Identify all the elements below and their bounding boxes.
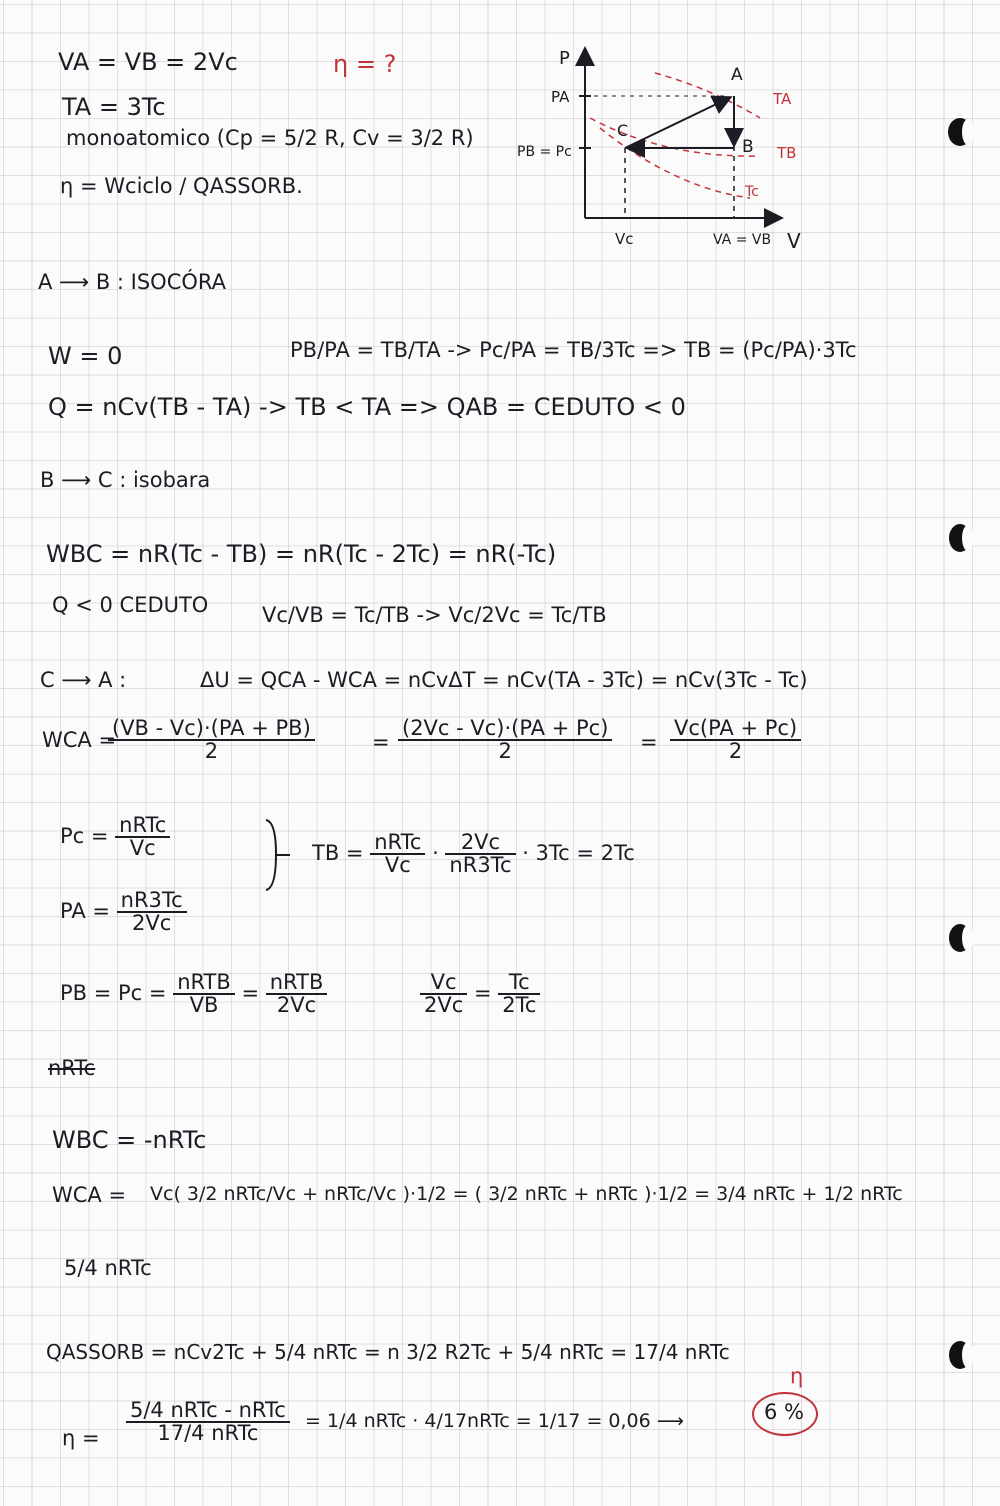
ca-work-den: 2	[204, 739, 219, 763]
efficiency-fraction	[126, 1400, 290, 1444]
pb-num-1: nRTB	[173, 972, 235, 995]
question-efficiency: η = ?	[333, 50, 397, 78]
pc-expression	[60, 815, 170, 859]
pv-diagram	[505, 38, 825, 260]
bc-heading: B ⟶ C : isobara	[40, 468, 211, 492]
volume-temperature-check: $\frac{Vc}{2Vc}$ = $\frac{Tc}{2Tc}$	[420, 972, 540, 1016]
process-ca-line	[625, 98, 729, 148]
point-a-label: A	[731, 65, 743, 85]
bc-volume-ratio: Vc/VB = Tc/TB -> Vc/2Vc = Tc/TB	[262, 603, 607, 627]
ca-work-term-3	[670, 718, 801, 762]
wbc-total: WBC = -nRTc	[52, 1126, 207, 1154]
ca-work-eq-1: =	[372, 730, 390, 754]
binder-hole	[940, 112, 970, 146]
pa-num: nR3Tc	[117, 890, 187, 913]
efficiency-steps: = 1/4 nRTc · 4/17nRTc = 1/17 = 0,06 ⟶	[305, 1410, 684, 1432]
pb-pc-label: PB = Pc	[517, 144, 572, 160]
check-den-2: 2Tc	[502, 993, 537, 1017]
efficiency-result: 6 %	[764, 1400, 804, 1424]
va-vb-label: VA = VB	[713, 232, 772, 248]
pa-expression	[60, 890, 187, 934]
vc-label: Vc	[615, 230, 634, 248]
tb-num-2: 2Vc	[445, 832, 515, 855]
ab-work: W = 0	[48, 342, 123, 370]
ca-work-den: 2	[498, 739, 512, 763]
given-volumes: VA = VB = 2Vc	[58, 48, 238, 76]
point-b-label: B	[742, 137, 754, 157]
pb-expression: PB = Pc = $\frac{\text{nRTB}}{VB}$ = $\frac{\text{nRTB}}{2Vc}$	[60, 972, 327, 1016]
struck-term: nRTc	[48, 1056, 96, 1080]
ca-work-den: 2	[728, 739, 743, 763]
pb-den-1: VB	[189, 993, 219, 1017]
ca-work-term-1-num: (VB - Vc)·(PA + PB)	[108, 718, 315, 741]
isotherm-ta-label: TA	[773, 90, 792, 108]
wca-expression: Vc( 3/2 nRTc/Vc + nRTc/Vc )·1/2 = ( 3/2 nRTc + nRTc )·1/2 = 3/4 nRTc + 1/2 nRTc	[150, 1183, 903, 1205]
isotherm-tb-label: TB	[777, 144, 797, 162]
ca-work-term-2	[398, 718, 612, 762]
check-num-1: Vc	[420, 972, 467, 995]
efficiency-num: 5/4 nRTc - nRTc	[126, 1400, 290, 1423]
wca-label: WCA =	[52, 1183, 127, 1207]
pb-den-2: 2Vc	[276, 993, 317, 1017]
check-num-2: Tc	[498, 972, 540, 995]
tb-label: TB =	[312, 841, 364, 865]
pa-label: PA =	[60, 899, 110, 923]
ca-work-term-3-num: Vc(PA + Pc)	[670, 718, 801, 741]
ca-internal-energy: ΔU = QCA - WCA = nCvΔT = nCv(TA - 3Tc) = nCv(3Tc - Tc)	[200, 668, 808, 692]
ab-heading: A ⟶ B : ISOCÓRA	[38, 270, 227, 294]
pc-label: Pc =	[60, 824, 109, 848]
ca-heading: C ⟶ A :	[40, 668, 127, 692]
brace-mark	[262, 818, 292, 892]
binder-hole	[940, 518, 970, 552]
point-c-label: C	[617, 121, 629, 140]
tb-expression: TB = $\frac{\text{nRTc}}{Vc}$ · $\frac{2Vc}{nR3Tc}$ · 3Tc = 2Tc	[312, 830, 635, 877]
pa-label: PA	[551, 88, 570, 106]
given-gas-type: monoatomico (Cp = 5/2 R, Cv = 3/2 R)	[66, 126, 474, 150]
tb-den-1: Vc	[384, 853, 411, 877]
y-axis-label: P	[559, 48, 570, 69]
wca-result: 5/4 nRTc	[64, 1256, 152, 1280]
pc-num: nRTc	[115, 815, 170, 838]
ab-heat: Q = nCv(TB - TA) -> TB < TA => QAB = CEDUTO < 0	[48, 393, 686, 421]
q-absorbed: QASSORB = nCv2Tc + 5/4 nRTc = n 3/2 R2Tc + 5/4 nRTc = 17/4 nRTc	[46, 1340, 730, 1364]
isotherm-tc-label: Tc	[745, 184, 759, 200]
pa-den: 2Vc	[132, 911, 172, 935]
ca-work-term-2-num: (2Vc - Vc)·(PA + Pc)	[398, 718, 612, 741]
efficiency-label: η =	[62, 1426, 100, 1450]
bc-heat: Q < 0 CEDUTO	[52, 593, 209, 617]
bc-work: WBC = nR(Tc - TB) = nR(Tc - 2Tc) = nR(-Tc)	[46, 540, 557, 568]
efficiency-mark: η	[790, 1364, 804, 1388]
tb-rest: · 3Tc = 2Tc	[522, 841, 635, 865]
pc-den: Vc	[129, 836, 156, 860]
pb-label: PB = Pc =	[60, 981, 167, 1005]
x-axis-label: V	[787, 229, 801, 253]
ca-work-term-1	[108, 718, 315, 762]
tb-den-2: nR3Tc	[449, 853, 512, 877]
check-den-1: 2Vc	[424, 993, 464, 1017]
given-efficiency-definition: η = Wciclo / QASSORB.	[60, 174, 303, 198]
tb-num-1: nRTc	[370, 832, 425, 855]
binder-hole	[940, 918, 970, 952]
ab-pressure-ratio: PB/PA = TB/TA -> Pc/PA = TB/3Tc => TB = (Pc/PA)·3Tc	[290, 338, 857, 362]
pb-num-2: nRTB	[266, 972, 328, 995]
ca-work-label: WCA =	[42, 728, 117, 752]
efficiency-den: 17/4 nRTc	[157, 1421, 259, 1445]
isotherm-ta-curve	[655, 73, 760, 118]
ca-work-eq-2: =	[640, 730, 658, 754]
given-temperatures: TA = 3Tc	[62, 93, 166, 121]
binder-hole	[940, 1335, 970, 1369]
